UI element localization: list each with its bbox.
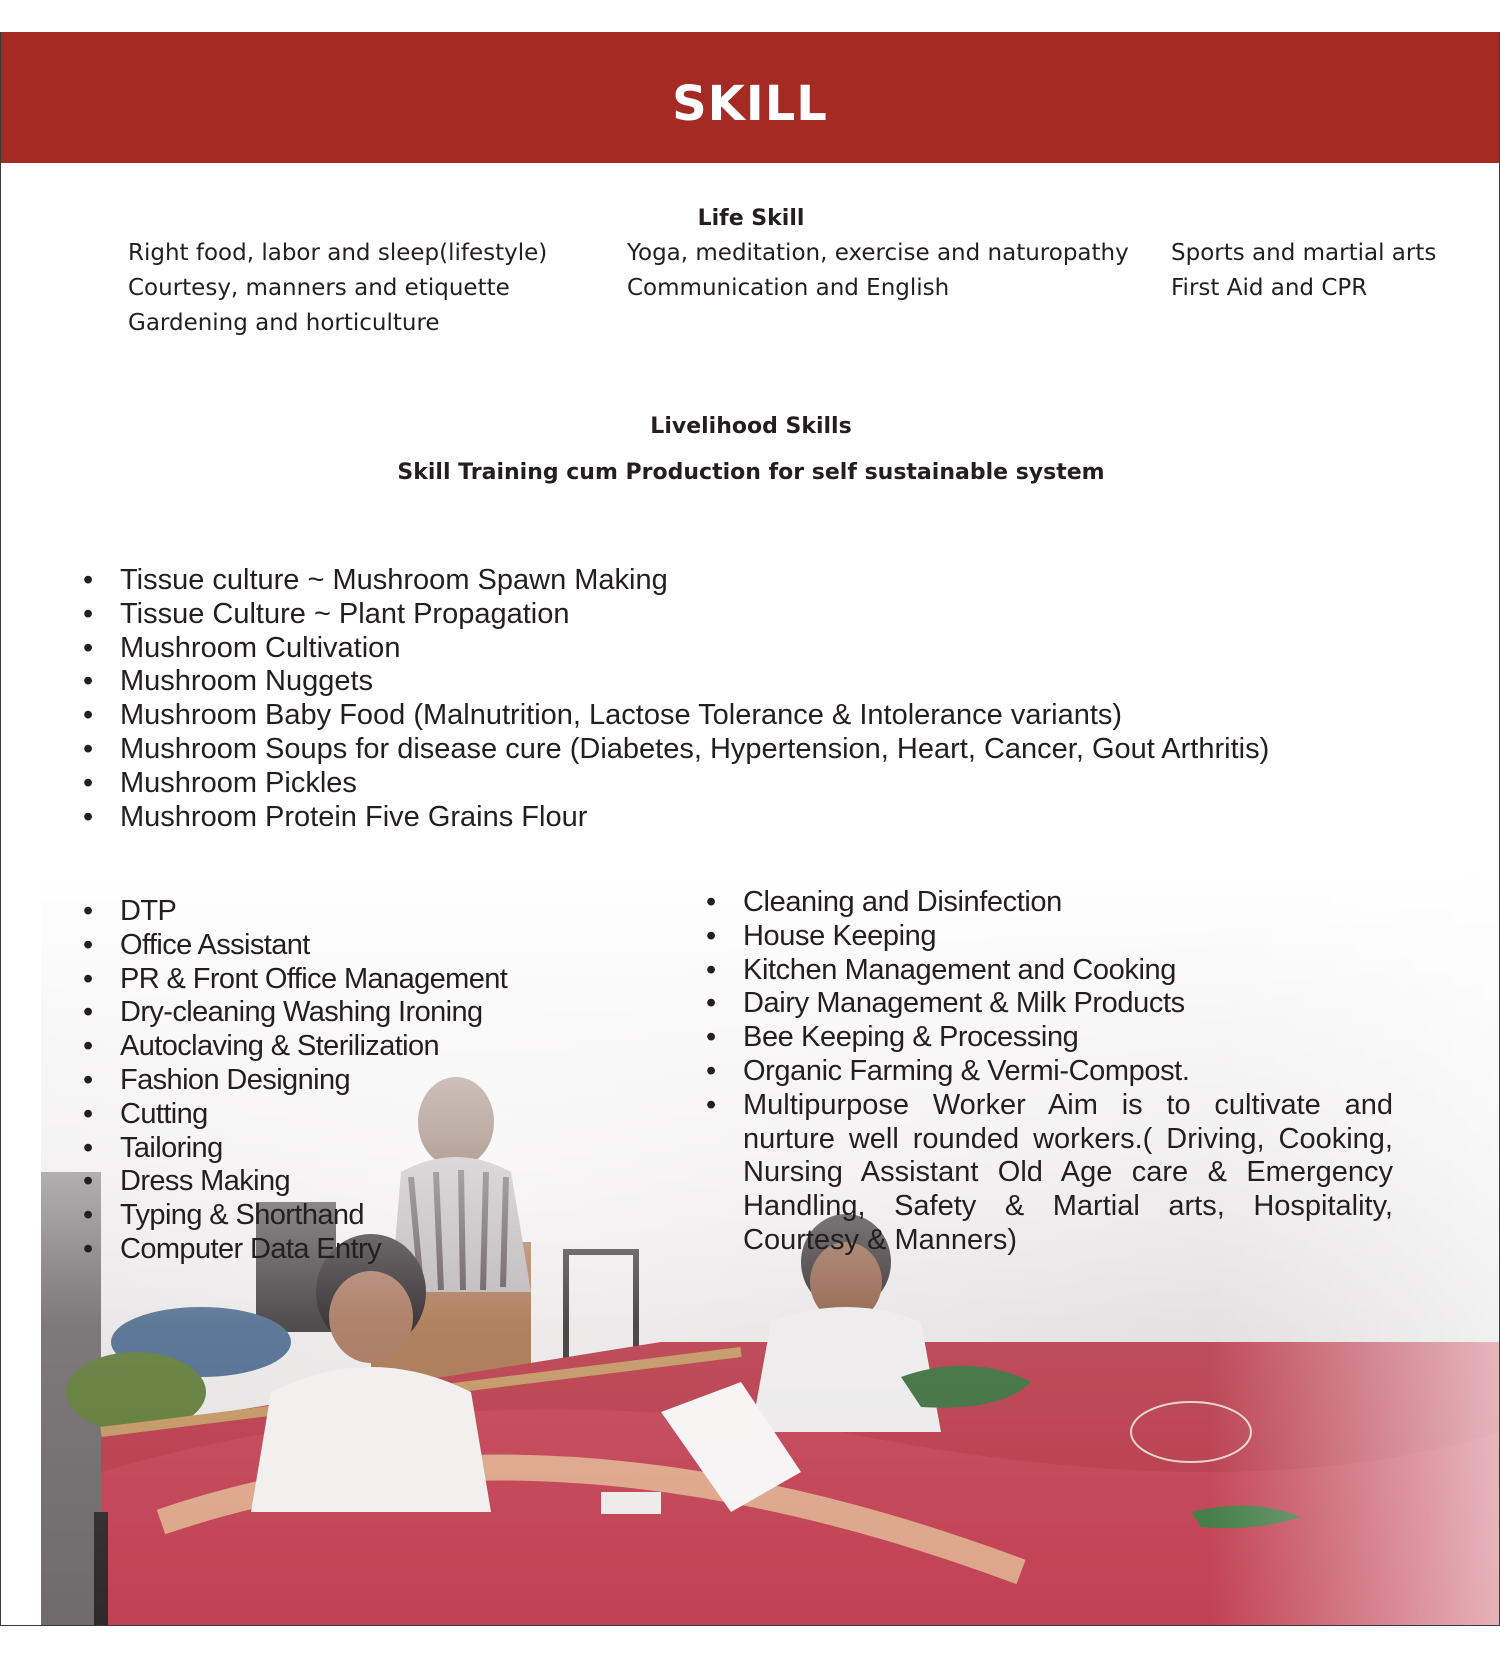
page-title: SKILL bbox=[672, 76, 828, 132]
list-item: • Dry-cleaning Washing Ironing bbox=[83, 996, 507, 1030]
life-skill-item: Right food, labor and sleep(lifestyle) bbox=[128, 240, 548, 266]
list-item: • PR & Front Office Management bbox=[83, 963, 507, 997]
list-item: • Mushroom Nuggets bbox=[83, 665, 1269, 699]
life-skill-item: Communication and English bbox=[627, 275, 950, 301]
list-item: • Fashion Designing bbox=[83, 1064, 507, 1098]
list-item: • Mushroom Soups for disease cure (Diabetes, Hypertension, Heart, Cancer, Gout Arthritis) bbox=[83, 733, 1269, 767]
brochure-page bbox=[0, 32, 1500, 1626]
life-skill-item: Yoga, meditation, exercise and naturopathy bbox=[627, 240, 1129, 266]
life-skill-heading: Life Skill bbox=[697, 206, 805, 231]
list-item: • Typing & Shorthand bbox=[83, 1199, 507, 1233]
list-item: • Mushroom Baby Food (Malnutrition, Lactose Tolerance & Intolerance variants) bbox=[83, 699, 1269, 733]
list-item: • Mushroom Pickles bbox=[83, 767, 1269, 801]
list-item: • Cleaning and Disinfection bbox=[706, 886, 1393, 920]
list-item: • Office Assistant bbox=[83, 929, 507, 963]
livelihood-subheading: Skill Training cum Production for self sustainable system bbox=[397, 460, 1105, 485]
life-skill-column-2 bbox=[627, 236, 1129, 306]
life-skill-column-1 bbox=[128, 236, 547, 341]
life-skill-item: Sports and martial arts bbox=[1171, 240, 1437, 266]
list-item: • Tailoring bbox=[83, 1132, 507, 1166]
life-skill-item: First Aid and CPR bbox=[1171, 275, 1368, 301]
list-item: • Mushroom Protein Five Grains Flour bbox=[83, 801, 1269, 835]
list-item: • Organic Farming & Vermi-Compost. bbox=[706, 1055, 1393, 1089]
list-item: • DTP bbox=[83, 895, 507, 929]
list-item: • Autoclaving & Sterilization bbox=[83, 1030, 507, 1064]
list-item: • Mushroom Cultivation bbox=[83, 632, 1269, 666]
list-item: • Kitchen Management and Cooking bbox=[706, 954, 1393, 988]
list-item: • Dress Making bbox=[83, 1165, 507, 1199]
list-item: • Tissue culture ~ Mushroom Spawn Making bbox=[83, 564, 1269, 598]
list-item: • Cutting bbox=[83, 1098, 507, 1132]
list-item: • Multipurpose Worker Aim is to cultivate and nurture well rounded workers.( Driving, Cooking, Nursing Assistant Old Age care & Emergency Handling, Safety & Martial arts, Hospitality, Courtesy & Manners) bbox=[706, 1089, 1393, 1258]
life-skill-item: Courtesy, manners and etiquette bbox=[128, 275, 510, 301]
life-skill-column-3 bbox=[1171, 236, 1436, 306]
list-item: • Computer Data Entry bbox=[83, 1233, 507, 1267]
livelihood-heading: Livelihood Skills bbox=[650, 414, 852, 439]
list-item: • Bee Keeping & Processing bbox=[706, 1021, 1393, 1055]
vocational-skills-list-left bbox=[83, 895, 507, 1267]
list-item: • Tissue Culture ~ Plant Propagation bbox=[83, 598, 1269, 632]
vocational-skills-list-right bbox=[706, 886, 1393, 1258]
mushroom-skills-list bbox=[83, 564, 1269, 834]
life-skill-item: Gardening and horticulture bbox=[128, 310, 440, 336]
title-banner bbox=[1, 32, 1499, 163]
list-item: • House Keeping bbox=[706, 920, 1393, 954]
list-item: • Dairy Management & Milk Products bbox=[706, 987, 1393, 1021]
